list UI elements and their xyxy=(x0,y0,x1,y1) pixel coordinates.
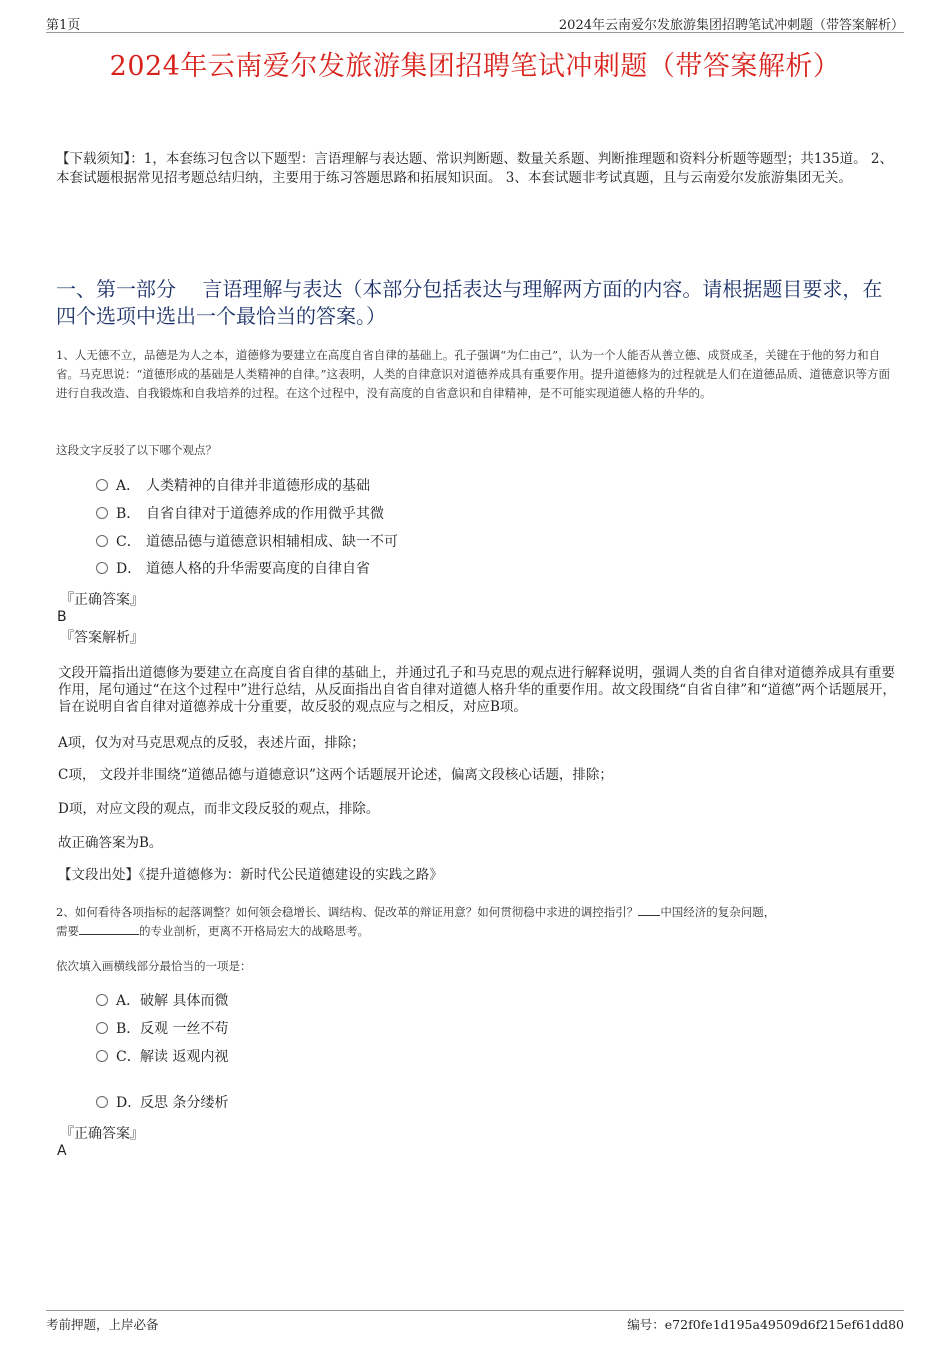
blank-1 xyxy=(638,903,660,916)
radio-icon[interactable] xyxy=(96,507,108,519)
radio-icon[interactable] xyxy=(96,1096,108,1108)
q1-analysis-conclusion: 故正确答案为B。 xyxy=(58,835,163,851)
footer-code: 编号：e72f0fe1d195a49509d6f215ef61dd80 xyxy=(627,1317,904,1332)
q1-answer: B xyxy=(57,609,67,625)
q1-stem: 1、人无德不立，品德是为人之本，道德修为要建立在高度自省自律的基础上。孔子强调“为仁由己”，认为一个人能否从善立德、成贤成圣，关键在于他的努力和自省。马克思说：“道德形成的基础是人类精神的自律。”这表明，人类的自律意识对道德养成具有重要作用。提升道德修为的过程就是人们在道德品质、道德意识等方面进行自我改造、自我锻炼和自我培养的过程。在这个过程中，没有高度的自省意识和自律精神，是不可能实现道德人格的升华的。 xyxy=(56,348,890,400)
q1-analysis-label: 『答案解析』 xyxy=(60,630,144,646)
radio-icon[interactable] xyxy=(96,479,108,491)
q1-ask: 这段文字反驳了以下哪个观点？ xyxy=(56,443,217,457)
q1-option-c[interactable]: C． 道德品德与道德意识相辅相成、缺一不可 xyxy=(96,532,398,552)
q2-option-a[interactable]: A．破解 具体而微 xyxy=(96,991,228,1011)
q1-answer-label: 『正确答案』 xyxy=(60,592,144,608)
q1-option-d[interactable]: D． 道德人格的升华需要高度的自律自省 xyxy=(96,559,370,579)
radio-icon[interactable] xyxy=(96,535,108,547)
q2-stem: 2、如何看待各项指标的起落调整？如何领会稳增长、调结构、促改革的辩证用意？如何贯彻稳中求进的调控指引？ 中国经济的复杂问题， 需要 的专业剖析，更离不开格局宏大的战略思考。 xyxy=(56,905,776,938)
page-title: 2024年云南爱尔发旅游集团招聘笔试冲刺题（带答案解析） xyxy=(109,51,841,82)
radio-icon[interactable] xyxy=(96,994,108,1006)
page-number: 第1页 xyxy=(46,18,81,33)
page-footer xyxy=(46,1310,904,1332)
download-notice: 【下载须知】：1，本套练习包含以下题型：言语理解与表达题、常识判断题、数量关系题、判断推理题和资料分析题等题型；共135道。 2、本套试题根据常见招考题总结归纳，主要用于练习答题思路和拓展知识面。 3、本套试题非考试真题，且与云南爱尔发旅游集团无关。 xyxy=(56,151,893,186)
q1-source: 【文段出处】《提升道德修为：新时代公民道德建设的实践之路》 xyxy=(58,867,443,883)
radio-icon[interactable] xyxy=(96,562,108,574)
q1-option-b[interactable]: B． 自省自律对于道德养成的作用微乎其微 xyxy=(96,504,384,524)
q1-analysis-d: D项，对应文段的观点，而非文段反驳的观点，排除。 xyxy=(58,801,380,817)
q2-answer-label: 『正确答案』 xyxy=(60,1126,144,1142)
radio-icon[interactable] xyxy=(96,1050,108,1062)
q2-option-c[interactable]: C．解读 返观内视 xyxy=(96,1047,228,1067)
radio-icon[interactable] xyxy=(96,1022,108,1034)
section-heading: 一、第一部分 言语理解与表达（本部分包括表达与理解两方面的内容。请根据题目要求，在四个选项中选出一个最恰当的答案。） xyxy=(56,277,883,328)
q2-ask: 依次填入画横线部分最恰当的一项是： xyxy=(56,959,252,973)
q1-analysis-para: 文段开篇指出道德修为要建立在高度自省自律的基础上，并通过孔子和马克思的观点进行解释说明，强调人类的自省自律对道德养成具有重要作用，尾句通过“在这个过程中”进行总结，从反面指出自省自律对道德人格升华的重要作用。故文段围绕“自省自律”和“道德”两个话题展开，旨在说明自省自律对道德养成十分重要，故反驳的观点应与之相反，对应B项。 xyxy=(58,665,896,715)
q2-answer: A xyxy=(57,1143,67,1159)
header-doc-title: 2024年云南爱尔发旅游集团招聘笔试冲刺题（带答案解析） xyxy=(558,18,904,33)
q1-option-a[interactable]: A． 人类精神的自律并非道德形成的基础 xyxy=(96,476,370,496)
q1-analysis-a: A项，仅为对马克思观点的反驳，表述片面，排除； xyxy=(58,735,365,751)
footer-slogan: 考前押题，上岸必备 xyxy=(46,1317,159,1332)
page-header xyxy=(46,14,904,33)
q2-option-d[interactable]: D．反思 条分缕析 xyxy=(96,1093,228,1113)
q1-analysis-c: C项， 文段并非围绕“道德品德与道德意识”这两个话题展开论述，偏离文段核心话题，排除； xyxy=(58,767,613,783)
blank-2 xyxy=(79,922,139,935)
q2-option-b[interactable]: B．反观 一丝不苟 xyxy=(96,1019,228,1039)
